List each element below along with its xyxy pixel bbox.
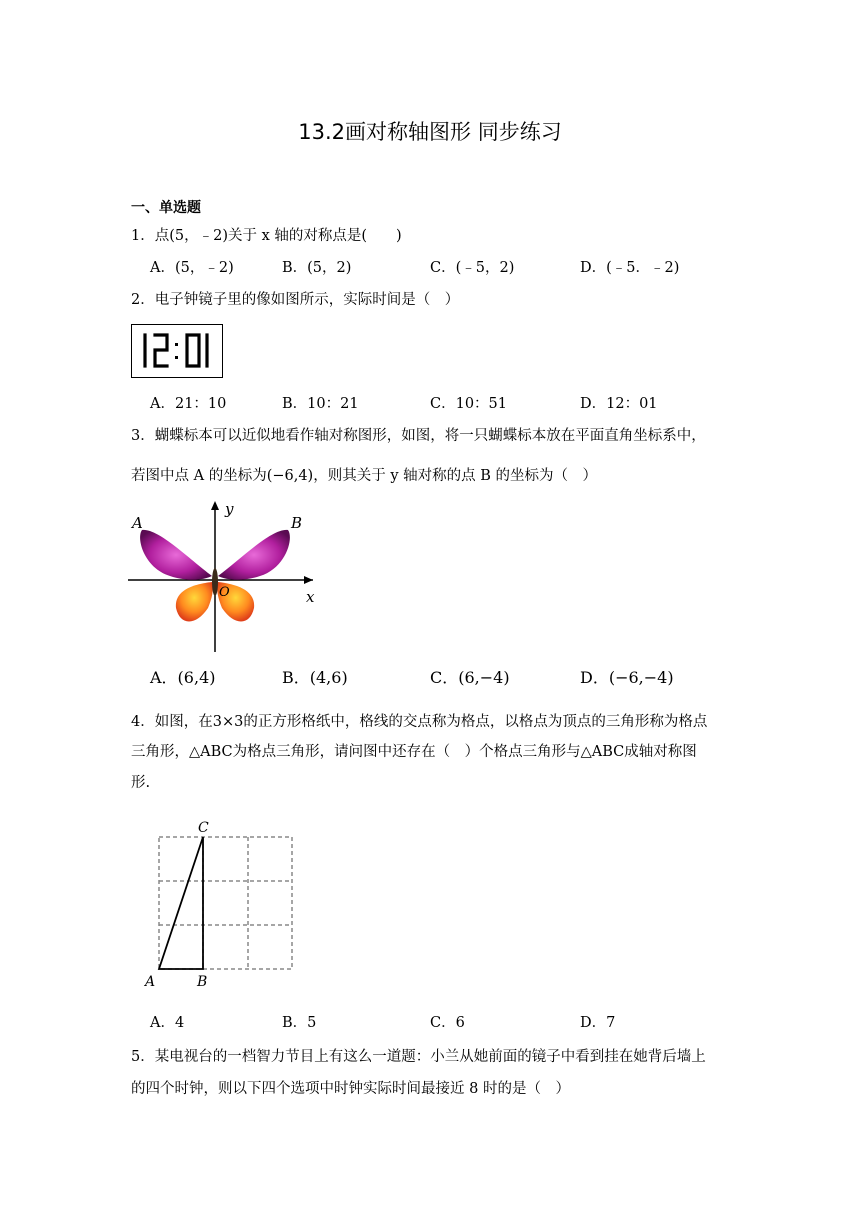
mirrored-digits bbox=[132, 325, 221, 376]
q2-option-a: A．21：10 bbox=[150, 396, 227, 412]
q4-option-d: D．7 bbox=[580, 1015, 616, 1031]
grid-triangle-figure bbox=[140, 816, 300, 992]
q1-option-b: B．(5，2) bbox=[282, 260, 352, 276]
question-4-stem-line3: 形. bbox=[131, 775, 151, 791]
triangle-abc bbox=[159, 837, 203, 969]
q4-option-c: C．6 bbox=[430, 1015, 465, 1031]
x-axis-label: x bbox=[306, 588, 315, 606]
q2-option-d: D．12：01 bbox=[580, 396, 658, 412]
question-3-stem-line1: 3．蝴蝶标本可以近似地看作轴对称图形，如图，将一只蝴蝶标本放在平面直角坐标系中， bbox=[131, 428, 706, 444]
q3-option-d: D．(−6,−4) bbox=[580, 668, 674, 687]
question-1-stem: 1．点(5，﹣2)关于 x 轴的对称点是( ) bbox=[131, 228, 402, 244]
y-axis-arrow-icon bbox=[211, 501, 219, 510]
point-a-label: A bbox=[132, 514, 143, 532]
q4-option-b: B．5 bbox=[282, 1015, 317, 1031]
left-upper-wing bbox=[140, 530, 212, 580]
q1-option-c: C．(﹣5，2) bbox=[430, 260, 515, 276]
y-axis-label: y bbox=[225, 500, 234, 518]
page-title: 13.2画对称轴图形 同步练习 bbox=[298, 120, 562, 144]
question-4-stem-line2: 三角形，△ABC为格点三角形，请问图中还存在（ ）个格点三角形与△ABC成轴对称图 bbox=[131, 744, 697, 760]
question-5-stem-line1: 5．某电视台的一档智力节目上有这么一道题：小兰从她前面的镜子中看到挂在她背后墙上 bbox=[131, 1049, 706, 1065]
question-4-stem-line1: 4．如图，在3×3的正方形格纸中，格线的交点称为格点，以格点为顶点的三角形称为格点 bbox=[131, 714, 708, 730]
question-5-stem-line2: 的四个时钟，则以下四个选项中时钟实际时间最接近 8 时的是（ ） bbox=[131, 1081, 570, 1097]
q3-option-a: A．(6,4) bbox=[150, 668, 216, 687]
vertex-c-label: C bbox=[198, 820, 209, 836]
question-3-stem-line2: 若图中点 A 的坐标为(−6,4)，则其关于 y 轴对称的点 B 的坐标为（ ） bbox=[131, 468, 597, 484]
vertex-b-label: B bbox=[197, 974, 208, 990]
origin-label: O bbox=[219, 585, 230, 600]
dashed-grid bbox=[159, 837, 292, 969]
q2-option-c: C．10：51 bbox=[430, 396, 507, 412]
x-axis-arrow-icon bbox=[304, 576, 313, 584]
vertex-a-label: A bbox=[145, 974, 156, 990]
butterfly-figure bbox=[128, 498, 328, 656]
q1-option-d: D．(﹣5．﹣2) bbox=[580, 260, 680, 276]
butterfly-body bbox=[212, 568, 218, 596]
question-2-stem: 2．电子钟镜子里的像如图所示，实际时间是（ ） bbox=[131, 292, 460, 308]
right-upper-wing bbox=[218, 530, 290, 580]
point-b-label: B bbox=[291, 514, 303, 532]
left-lower-wing bbox=[176, 582, 213, 622]
q3-option-b: B．(4,6) bbox=[282, 668, 348, 687]
q4-option-a: A．4 bbox=[150, 1015, 185, 1031]
section-heading: 一、单选题 bbox=[131, 200, 201, 216]
q3-option-c: C．(6,−4) bbox=[430, 668, 510, 687]
q2-option-b: B．10：21 bbox=[282, 396, 359, 412]
q1-option-a: A．(5，﹣2) bbox=[150, 260, 234, 276]
mirrored-clock-figure bbox=[131, 324, 223, 378]
